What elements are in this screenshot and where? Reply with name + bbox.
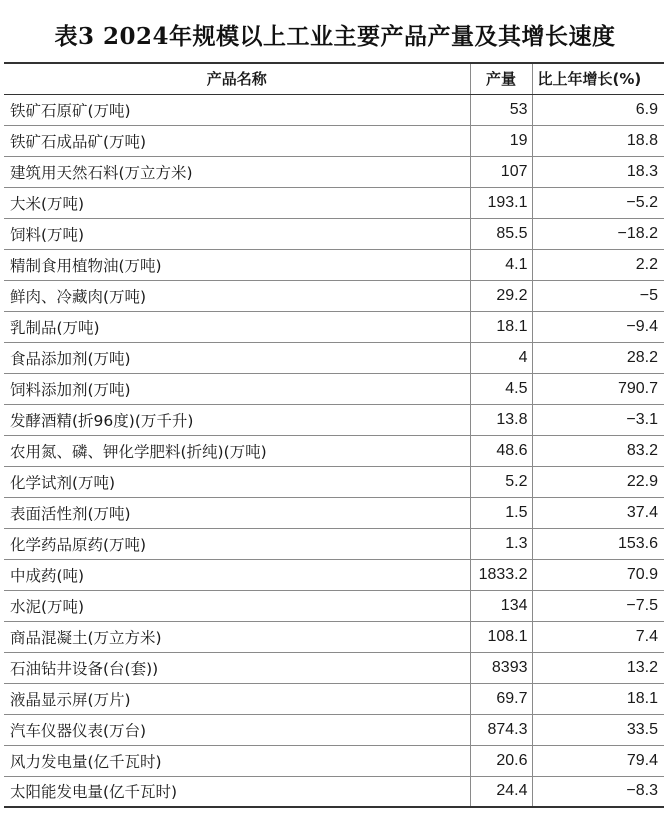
table-row [4, 280, 664, 311]
product-name-cell: 建筑用天然石料(万立方米) [4, 156, 470, 187]
table-row [4, 621, 664, 652]
table-row [4, 249, 664, 280]
growth-cell: 2.2 [532, 249, 664, 280]
table-row [4, 156, 664, 187]
product-name-cell: 饲料(万吨) [4, 218, 470, 249]
table-row [4, 745, 664, 776]
output-cell: 29.2 [470, 280, 532, 311]
header-growth: 比上年增长(%) [532, 63, 664, 94]
growth-cell: 18.1 [532, 683, 664, 714]
growth-cell: 7.4 [532, 621, 664, 652]
product-name-cell: 鲜肉、冷藏肉(万吨) [4, 280, 470, 311]
growth-cell: 790.7 [532, 373, 664, 404]
table-row [4, 311, 664, 342]
table-row [4, 683, 664, 714]
table-body [4, 94, 664, 807]
growth-cell: −5.2 [532, 187, 664, 218]
table-row [4, 652, 664, 683]
product-name-cell: 太阳能发电量(亿千瓦时) [4, 776, 470, 807]
table-row [4, 94, 664, 125]
table-row [4, 435, 664, 466]
table-row [4, 404, 664, 435]
growth-cell: −9.4 [532, 311, 664, 342]
growth-cell: 83.2 [532, 435, 664, 466]
table-row [4, 559, 664, 590]
growth-cell: 18.3 [532, 156, 664, 187]
output-cell: 5.2 [470, 466, 532, 497]
growth-cell: −3.1 [532, 404, 664, 435]
growth-cell: 79.4 [532, 745, 664, 776]
growth-cell: 153.6 [532, 528, 664, 559]
output-cell: 20.6 [470, 745, 532, 776]
output-cell: 134 [470, 590, 532, 621]
product-name-cell: 化学试剂(万吨) [4, 466, 470, 497]
table-row [4, 590, 664, 621]
product-name-cell: 大米(万吨) [4, 187, 470, 218]
table-row [4, 373, 664, 404]
product-name-cell: 石油钻井设备(台(套)) [4, 652, 470, 683]
table-header-row [4, 63, 664, 94]
product-name-cell: 铁矿石成品矿(万吨) [4, 125, 470, 156]
growth-cell: −18.2 [532, 218, 664, 249]
output-cell: 24.4 [470, 776, 532, 807]
table-row [4, 497, 664, 528]
output-cell: 1.5 [470, 497, 532, 528]
production-table [4, 62, 664, 808]
table-row [4, 528, 664, 559]
growth-cell: −8.3 [532, 776, 664, 807]
table-row [4, 187, 664, 218]
product-name-cell: 乳制品(万吨) [4, 311, 470, 342]
output-cell: 4.5 [470, 373, 532, 404]
growth-cell: 13.2 [532, 652, 664, 683]
product-name-cell: 水泥(万吨) [4, 590, 470, 621]
output-cell: 4.1 [470, 249, 532, 280]
product-name-cell: 发酵酒精(折96度)(万千升) [4, 404, 470, 435]
output-cell: 107 [470, 156, 532, 187]
product-name-cell: 风力发电量(亿千瓦时) [4, 745, 470, 776]
growth-cell: 22.9 [532, 466, 664, 497]
output-cell: 18.1 [470, 311, 532, 342]
product-name-cell: 液晶显示屏(万片) [4, 683, 470, 714]
product-name-cell: 农用氮、磷、钾化学肥料(折纯)(万吨) [4, 435, 470, 466]
product-name-cell: 铁矿石原矿(万吨) [4, 94, 470, 125]
output-cell: 1.3 [470, 528, 532, 559]
output-cell: 69.7 [470, 683, 532, 714]
table-row [4, 342, 664, 373]
output-cell: 19 [470, 125, 532, 156]
product-name-cell: 精制食用植物油(万吨) [4, 249, 470, 280]
output-cell: 48.6 [470, 435, 532, 466]
growth-cell: 37.4 [532, 497, 664, 528]
table-row [4, 125, 664, 156]
product-name-cell: 饲料添加剂(万吨) [4, 373, 470, 404]
growth-cell: 28.2 [532, 342, 664, 373]
product-name-cell: 表面活性剂(万吨) [4, 497, 470, 528]
table-row [4, 466, 664, 497]
growth-cell: −5 [532, 280, 664, 311]
output-cell: 8393 [470, 652, 532, 683]
growth-cell: 6.9 [532, 94, 664, 125]
growth-cell: −7.5 [532, 590, 664, 621]
table-row [4, 776, 664, 807]
product-name-cell: 食品添加剂(万吨) [4, 342, 470, 373]
output-cell: 108.1 [470, 621, 532, 652]
table-row [4, 714, 664, 745]
output-cell: 193.1 [470, 187, 532, 218]
output-cell: 4 [470, 342, 532, 373]
output-cell: 13.8 [470, 404, 532, 435]
output-cell: 53 [470, 94, 532, 125]
table-row [4, 218, 664, 249]
header-product-name: 产品名称 [4, 63, 470, 94]
product-name-cell: 商品混凝土(万立方米) [4, 621, 470, 652]
product-name-cell: 中成药(吨) [4, 559, 470, 590]
growth-cell: 70.9 [532, 559, 664, 590]
product-name-cell: 汽车仪器仪表(万台) [4, 714, 470, 745]
product-name-cell: 化学药品原药(万吨) [4, 528, 470, 559]
growth-cell: 33.5 [532, 714, 664, 745]
header-output: 产量 [470, 63, 532, 94]
output-cell: 1833.2 [470, 559, 532, 590]
output-cell: 85.5 [470, 218, 532, 249]
growth-cell: 18.8 [532, 125, 664, 156]
table-title: 表3 2024年规模以上工业主要产品产量及其增长速度 [54, 23, 616, 50]
output-cell: 874.3 [470, 714, 532, 745]
